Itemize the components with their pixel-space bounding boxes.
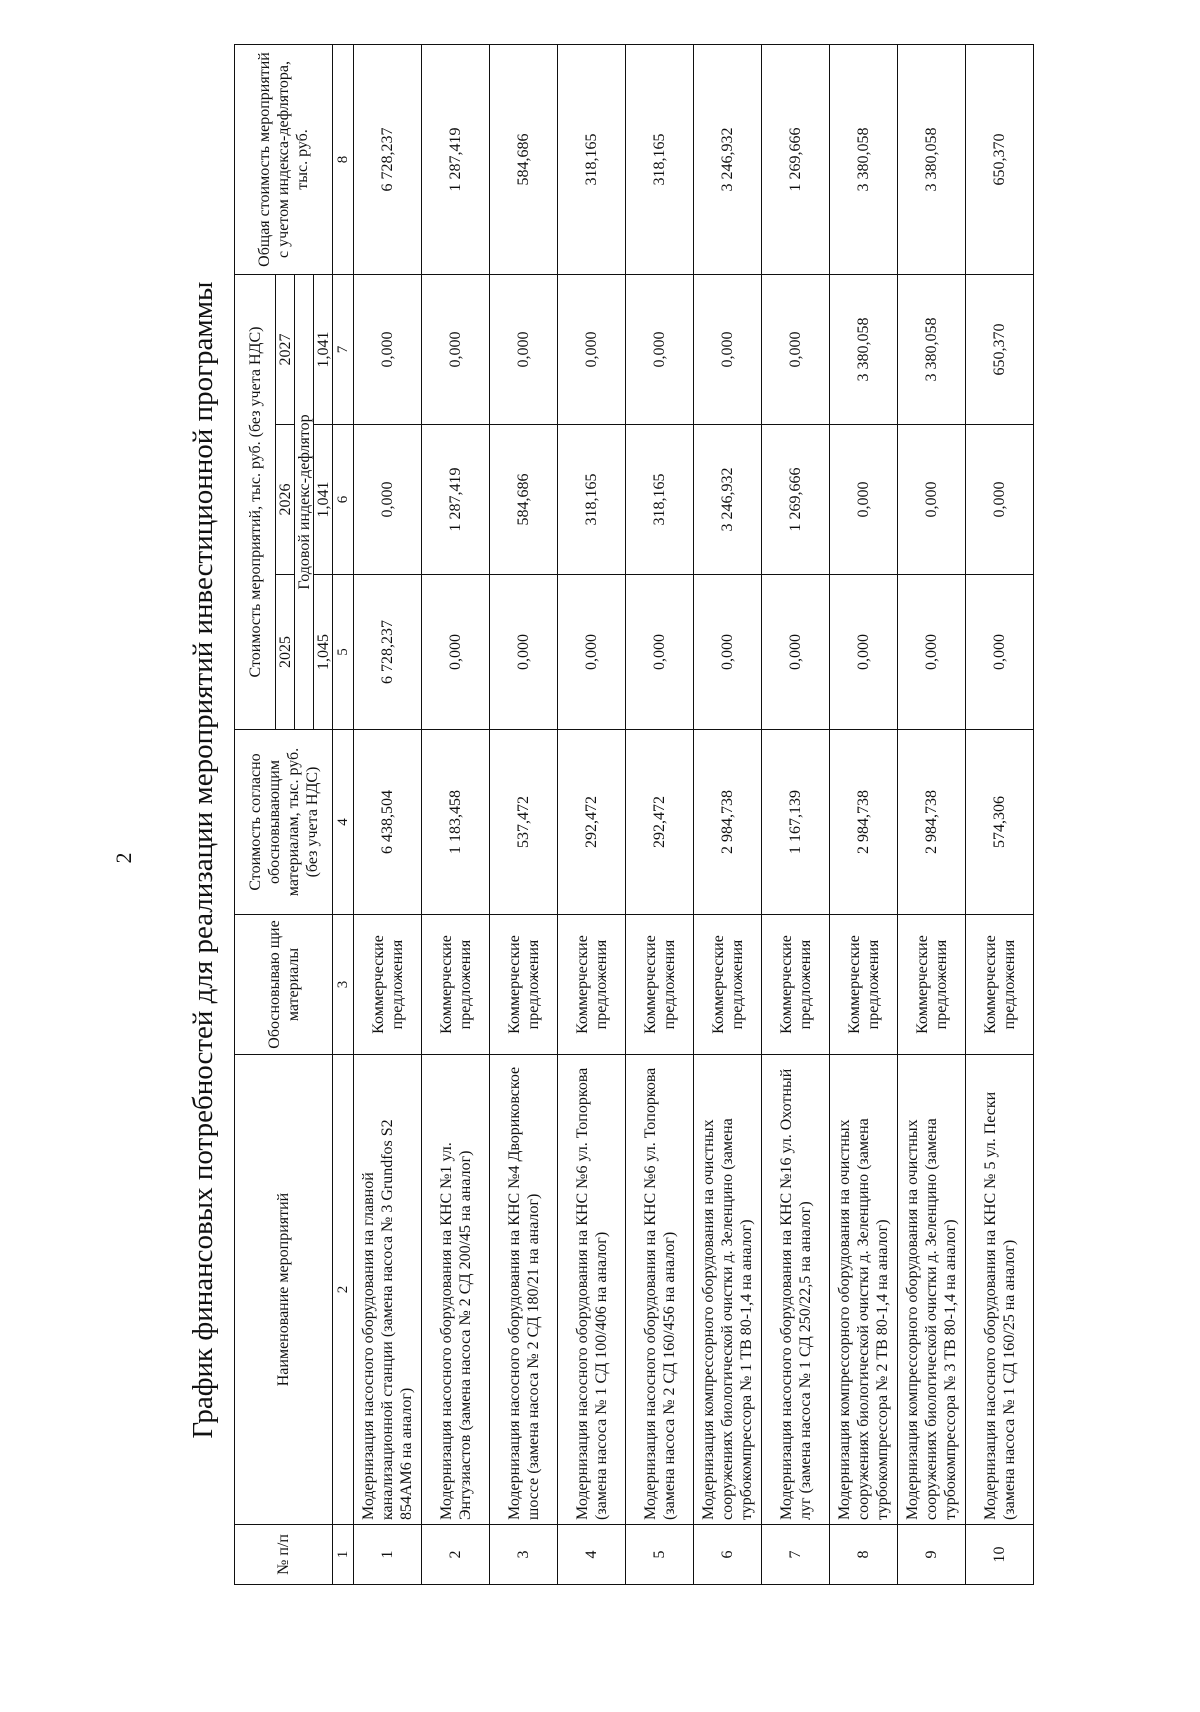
row-cost-2025: 0,000: [422, 575, 490, 730]
row-cost-basis: 1 183,458: [422, 730, 490, 915]
row-cost-2026: 318,165: [558, 425, 626, 575]
row-cost-2025: 0,000: [490, 575, 558, 730]
header-basis: Обосновываю щие материалы: [235, 915, 333, 1055]
header-deflator-label: Годовой индекс-дефлятор: [295, 274, 314, 729]
column-number: 6: [333, 425, 354, 575]
table-row: [422, 44, 490, 1584]
column-number: 7: [333, 274, 354, 424]
header-cost-events: Стоимость мероприятий, тыс. руб. (без учета НДС): [235, 274, 276, 729]
row-basis: Коммерческие предложения: [626, 915, 694, 1055]
row-cost-2026: 1 287,419: [422, 425, 490, 575]
row-basis: Коммерческие предложения: [762, 915, 830, 1055]
row-cost-2027: 0,000: [354, 274, 422, 424]
table-row: [694, 44, 762, 1584]
row-cost-2026: 318,165: [626, 425, 694, 575]
row-number: 4: [558, 1525, 626, 1585]
column-number: 8: [333, 44, 354, 274]
row-cost-2026: 584,686: [490, 425, 558, 575]
financial-table: [234, 44, 1034, 1585]
row-name: Модернизация насосного оборудования на КНС №16 ул. Охотный луг (замена насоса № 1 СД 250/22,5 на аналог): [762, 1055, 830, 1525]
column-number: 1: [333, 1525, 354, 1585]
row-cost-basis: 6 438,504: [354, 730, 422, 915]
row-cost-basis: 2 984,738: [694, 730, 762, 915]
row-total: 650,370: [966, 44, 1034, 274]
row-cost-2027: 0,000: [558, 274, 626, 424]
document-title: График финансовых потребностей для реализации мероприятий инвестиционной программы: [187, 281, 219, 1439]
row-number: 1: [354, 1525, 422, 1585]
row-cost-2027: 0,000: [422, 274, 490, 424]
row-cost-2025: 0,000: [626, 575, 694, 730]
row-basis: Коммерческие предложения: [898, 915, 966, 1055]
row-cost-2027: 650,370: [966, 274, 1034, 424]
row-cost-basis: 292,472: [626, 730, 694, 915]
row-number: 10: [966, 1525, 1034, 1585]
row-cost-2025: 0,000: [558, 575, 626, 730]
row-cost-2026: 1 269,666: [762, 425, 830, 575]
table-row: [354, 44, 422, 1584]
table-row: [490, 44, 558, 1584]
row-cost-2025: 0,000: [694, 575, 762, 730]
row-number: 6: [694, 1525, 762, 1585]
row-total: 3 380,058: [830, 44, 898, 274]
row-total: 1 269,666: [762, 44, 830, 274]
column-number: 2: [333, 1055, 354, 1525]
row-number: 3: [490, 1525, 558, 1585]
header-total: Общая стоимость мероприятий с учетом индекса-дефлятора, тыс. руб.: [235, 44, 333, 274]
row-cost-basis: 292,472: [558, 730, 626, 915]
row-name: Модернизация компрессорного оборудования на очистных сооружениях биологической очистки д. Зеленцино (замена турбокомпрессора № 1 ТВ 80-1,4 на аналог): [694, 1055, 762, 1525]
row-number: 2: [422, 1525, 490, 1585]
row-total: 318,165: [626, 44, 694, 274]
row-basis: Коммерческие предложения: [490, 915, 558, 1055]
page-number: 2: [111, 852, 136, 864]
row-name: Модернизация насосного оборудования на КНС №4 Двориковское шоссе (замена насоса № 2 СД 180/21 на аналог): [490, 1055, 558, 1525]
row-cost-2025: 0,000: [966, 575, 1034, 730]
table-row: [898, 44, 966, 1584]
header-deflator-2026: 1,041: [314, 425, 333, 575]
header-deflator-2027: 1,041: [314, 274, 333, 424]
row-basis: Коммерческие предложения: [422, 915, 490, 1055]
row-total: 3 246,932: [694, 44, 762, 274]
row-basis: Коммерческие предложения: [830, 915, 898, 1055]
row-name: Модернизация насосного оборудования на главной канализационной станции (замена насоса № 3 Grundfos S2 854AM6 на аналог): [354, 1055, 422, 1525]
row-cost-2025: 0,000: [830, 575, 898, 730]
row-total: 584,686: [490, 44, 558, 274]
row-cost-basis: 2 984,738: [898, 730, 966, 915]
row-name: Модернизация насосного оборудования на КНС №6 ул. Топоркова (замена насоса № 2 СД 160/456 на аналог): [626, 1055, 694, 1525]
row-number: 5: [626, 1525, 694, 1585]
row-cost-2026: 0,000: [898, 425, 966, 575]
row-cost-basis: 537,472: [490, 730, 558, 915]
row-name: Модернизация насосного оборудования на КНС №1 ул. Энтузиастов (замена насоса № 2 СД 200/45 на аналог): [422, 1055, 490, 1525]
row-name: Модернизация компрессорного оборудования на очистных сооружениях биологической очистки д. Зеленцино (замена турбокомпрессора № 3 ТВ 80-1,4 на аналог): [898, 1055, 966, 1525]
row-cost-basis: 2 984,738: [830, 730, 898, 915]
row-cost-2026: 3 246,932: [694, 425, 762, 575]
row-cost-2026: 0,000: [830, 425, 898, 575]
row-cost-2026: 0,000: [354, 425, 422, 575]
header-cost-basis: Стоимость согласно обосновывающим материалам, тыс. руб. (без учета НДС): [235, 730, 333, 915]
row-cost-2027: 3 380,058: [830, 274, 898, 424]
header-year-2025: 2025: [276, 575, 295, 730]
row-cost-2027: 0,000: [694, 274, 762, 424]
row-cost-2025: 0,000: [898, 575, 966, 730]
row-basis: Коммерческие предложения: [966, 915, 1034, 1055]
row-number: 8: [830, 1525, 898, 1585]
row-basis: Коммерческие предложения: [694, 915, 762, 1055]
header-name: Наименование мероприятий: [235, 1055, 333, 1525]
table-row: [558, 44, 626, 1584]
row-basis: Коммерческие предложения: [354, 915, 422, 1055]
header-deflator-2025: 1,045: [314, 575, 333, 730]
row-cost-2027: 0,000: [762, 274, 830, 424]
row-cost-2027: 3 380,058: [898, 274, 966, 424]
row-cost-basis: 1 167,139: [762, 730, 830, 915]
header-year-2026: 2026: [276, 425, 295, 575]
row-total: 318,165: [558, 44, 626, 274]
row-number: 9: [898, 1525, 966, 1585]
column-number: 5: [333, 575, 354, 730]
row-total: 1 287,419: [422, 44, 490, 274]
header-num: № п/п: [235, 1525, 333, 1585]
rotated-content: [182, 40, 1200, 1680]
row-cost-2027: 0,000: [490, 274, 558, 424]
row-total: 3 380,058: [898, 44, 966, 274]
column-number-row: [333, 44, 354, 1584]
row-number: 7: [762, 1525, 830, 1585]
table-row: [966, 44, 1034, 1584]
row-name: Модернизация насосного оборудования на КНС №6 ул. Топоркова (замена насоса № 1 СД 100/406 на аналог): [558, 1055, 626, 1525]
row-name: Модернизация насосного оборудования на КНС № 5 ул. Пески (замена насоса № 1 СД 160/25 на аналог): [966, 1055, 1034, 1525]
column-number: 4: [333, 730, 354, 915]
row-cost-2025: 6 728,237: [354, 575, 422, 730]
table-row: [830, 44, 898, 1584]
header-year-2027: 2027: [276, 274, 295, 424]
column-number: 3: [333, 915, 354, 1055]
row-cost-2027: 0,000: [626, 274, 694, 424]
row-basis: Коммерческие предложения: [558, 915, 626, 1055]
row-cost-basis: 574,306: [966, 730, 1034, 915]
table-row: [626, 44, 694, 1584]
row-cost-2026: 0,000: [966, 425, 1034, 575]
row-name: Модернизация компрессорного оборудования на очистных сооружениях биологической очистки д. Зеленцино (замена турбокомпрессора № 2 ТВ 80-1,4 на аналог): [830, 1055, 898, 1525]
row-cost-2025: 0,000: [762, 575, 830, 730]
table-row: [762, 44, 830, 1584]
row-total: 6 728,237: [354, 44, 422, 274]
